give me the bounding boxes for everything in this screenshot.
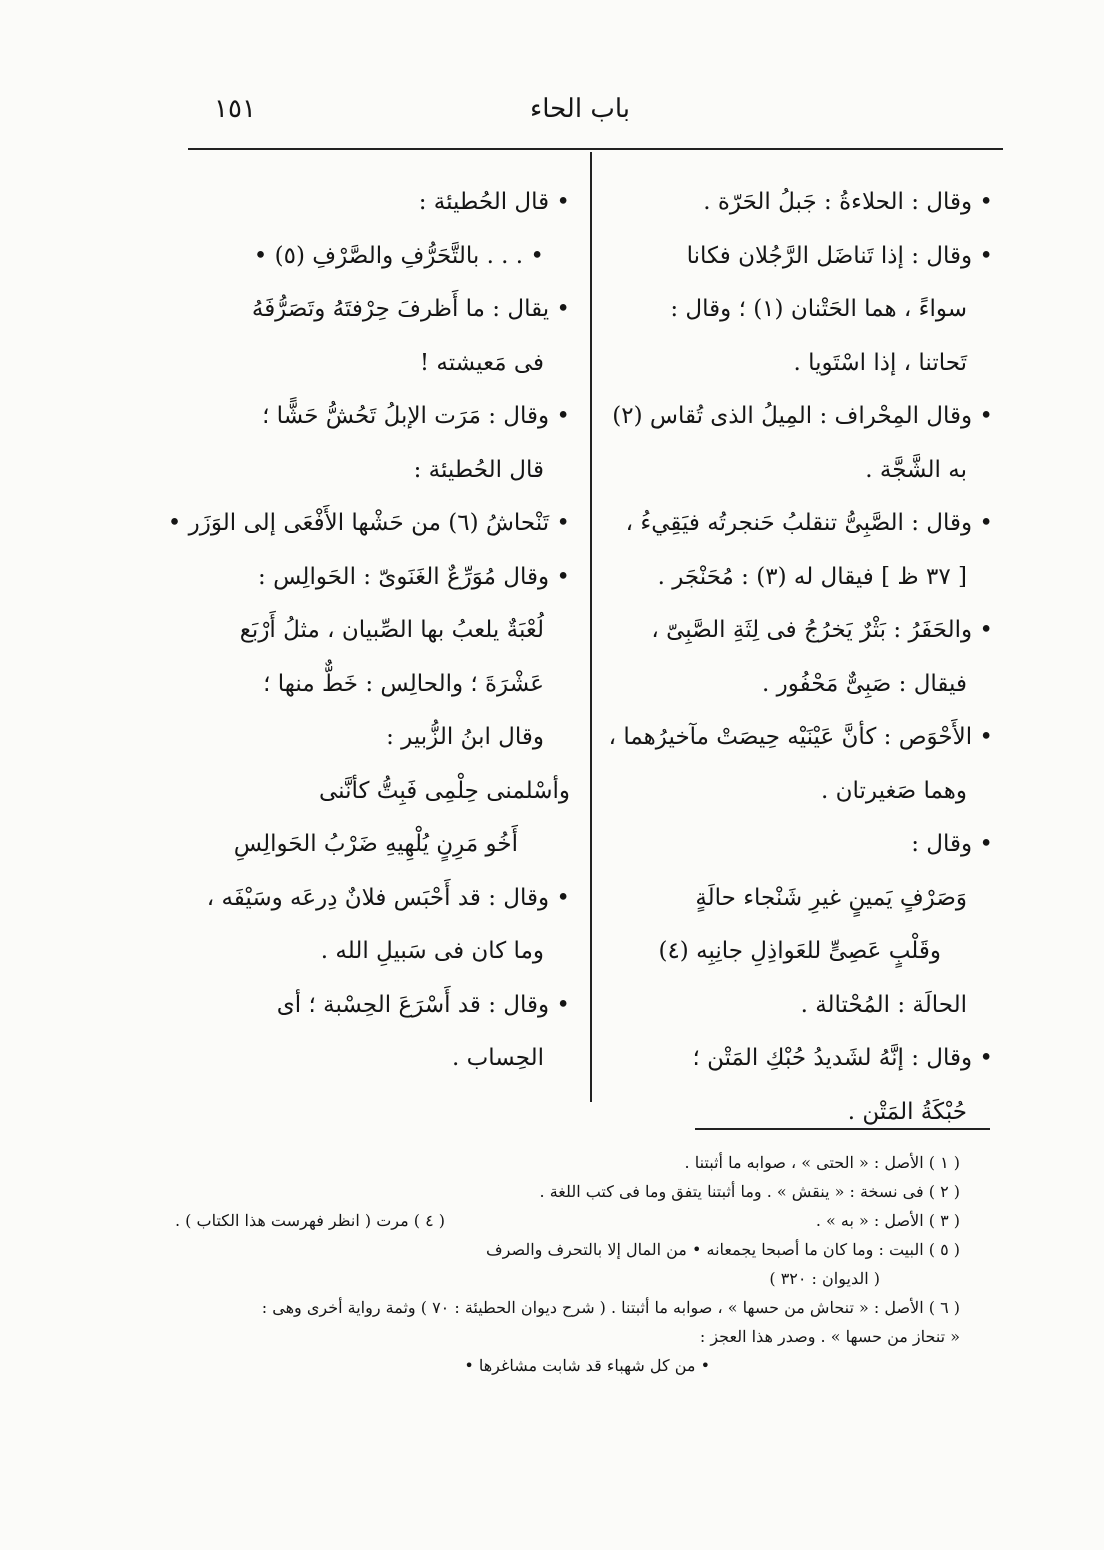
text-line: • قال الحُطيئة : [418,189,570,215]
footnote-5-reference: ( الديوان : ٣٢٠ ) [769,1269,880,1288]
verse-line: وقَلْبٍ عَصِىٍّ للعَواذِلِ جانِبِه (٤) [658,938,941,964]
footnote-4: ( ٤ ) مرت ( انظر فهرست هذا الكتاب ) . [175,1211,445,1230]
text-line: الحِساب . [451,1045,544,1071]
text-line: لُعْبَةٌ يلعبُ بها الصِّبيان ، مثلُ أَرْبَع [239,617,544,643]
text-line: • وقال : قد أَحْبَس فلانٌ دِرعَه وسَيْفَه ، [206,884,570,911]
footnote-row-3-4 [175,1206,960,1235]
text-line: • وقال مُوَرِّعٌ الغَنَوىّ : الحَوالِس : [258,563,570,590]
footnote-1: ( ١ ) الأصل : « الحتى » ، صوابه ما أثبتنا . [684,1153,960,1172]
footnote-rule [695,1128,990,1130]
verse-line: وأسْلمنى حِلْمِى فَبِتُّ كأنَّنى [318,777,570,804]
text-line: وما كان فى سَبيلِ الله . [320,938,544,964]
right-column [608,176,993,1139]
footnote-3: ( ٣ ) الأصل : « به » . [815,1211,960,1230]
text-line: • تَنْحاشُ (٦) من حَشْها الأَفْعَى إلى الوَزَر • [167,510,570,536]
verse-line: أَخُو مَرِنٍ يُلْهِيهِ ضَرْبُ الحَوالِسِ [233,831,518,857]
text-line: وهما صَغيرتان . [820,777,967,804]
text-line: • الأَحْوَص : كأنَّ عَيْنَيْه حِيصَتْ مآخيرُهما ، [608,724,993,750]
footnote-2: ( ٢ ) فى نسخة : « ينقش » . وما أثبتنا يتفق وما فى كتب اللغة . [539,1182,960,1201]
left-column [167,176,570,1086]
text-line: • وقال : [911,831,993,857]
text-line: فى مَعيشته ! [419,349,544,376]
text-line: • وقال : قد أَسْرَعَ الحِسْبة ؛ أى [276,991,570,1018]
text-line: الحالَة : المُحْتالة . [800,991,967,1018]
header-rule [188,148,1003,150]
text-line: • وقال : الحلاءةُ : جَبلُ الحَرّة . [703,189,993,215]
page-number: ١٥١ [214,94,256,124]
text-line: وقال ابنُ الزُّبير : [386,724,544,750]
text-line: • وقال المِحْراف : المِيلُ الذى تُقاس (٢) [612,403,993,429]
text-line: حُبْكَةُ المَتْن . [847,1098,967,1125]
footnotes [175,1148,960,1380]
verse-line: وَصَرْفٍ يَمينٍ غيرِ شَنْجاء حالَةٍ [695,884,967,911]
text-line: • وقال : إنَّهُ لشَديدُ حُبْكِ المَتْن ؛ [692,1045,993,1071]
column-divider [590,152,592,1102]
text-line: به الشَّجَّة . [865,456,967,483]
text-line: [ ٣٧ ظ ] فيقال له (٣) : مُحَنْجَر . [657,563,967,590]
text-line: فيقال : صَبِىٌّ مَحْفُور . [761,670,967,697]
footnote-6: ( ٦ ) الأصل : « تنحاش من حسها » ، صوابه ما أثبتنا . ( شرح ديوان الحطيئة : ٧٠ ) وثمة رواية أخرى وهى : [261,1298,960,1317]
footnote-6-continued: « تنحاز من حسها » . وصدر هذا العجز : [699,1327,960,1346]
text-line: • . . . بالتَّحَرُّفِ والصَّرْفِ (٥) • [253,242,544,269]
footnote-6-verse: • من كل شهباء قد شابت مشاغرها • [464,1356,710,1375]
text-line: قال الحُطيئة : [413,456,544,483]
text-line: • وقال : إذا تَناضَل الرَّجُلان فكانا [686,242,993,269]
footnote-5: ( ٥ ) البيت : وما كان ما أصبحا يجمعانه • من المال إلا بالتحرف والصرف [486,1240,960,1259]
text-line: • وقال : الصَّبِىُّ تنقلبُ حَنجرتُه فيَقِيءُ ، [625,510,993,536]
text-line: عَشْرَةَ ؛ والحالِس : خَطٌّ منها ؛ [263,670,544,697]
text-line: • يقال : ما أَظرفَ حِرْفتَهُ وتَصَرُّفَهُ [251,296,570,322]
text-line: • والحَفَرُ : بَثْرٌ يَخرُجُ فى لِثَةِ الصَّبِىّ ، [651,617,993,643]
text-line: • وقال : مَرَت الإبلُ تَحُشُّ حَشًّا ؛ [262,403,570,429]
text-line: تَحاتنا ، إذا اسْتَويا . [793,349,967,376]
text-line: سواءً ، هما الحَتْنان (١) ؛ وقال : [670,296,967,322]
page-title: باب الحاء [530,94,630,124]
